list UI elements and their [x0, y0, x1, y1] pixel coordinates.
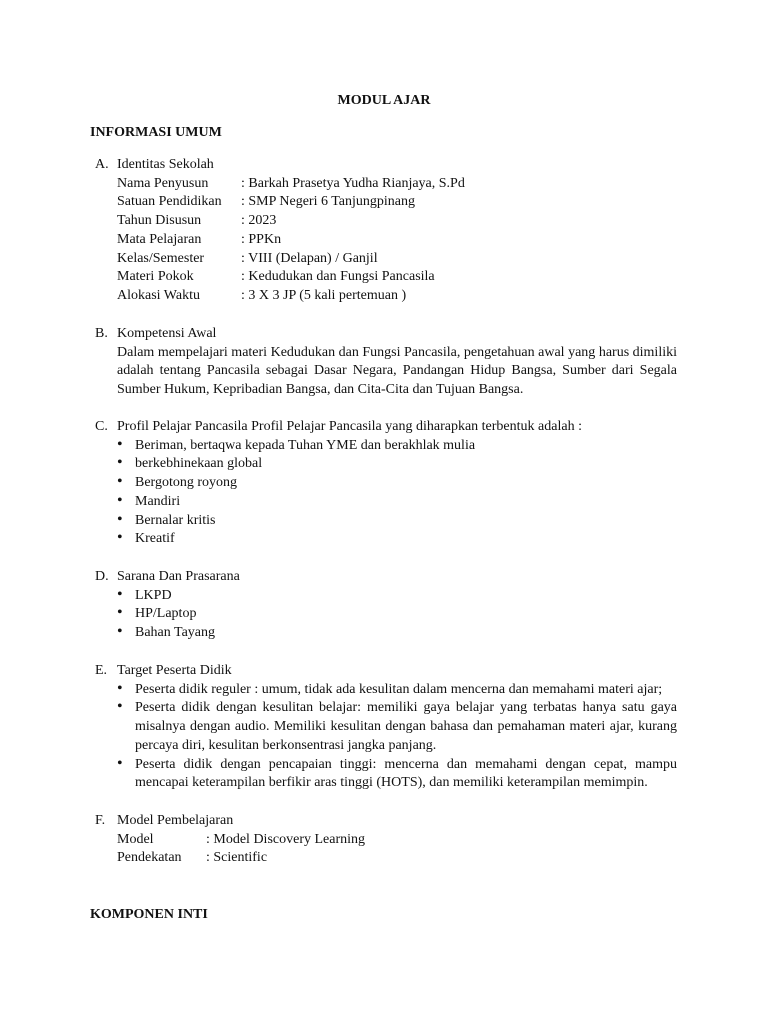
- section-letter: F.: [95, 813, 106, 828]
- inti-heading: KOMPONEN INTI: [90, 907, 208, 922]
- list-item: • Peserta didik dengan kesulitan belajar: memiliki gaya belajar yang terbatas hanya satu gaya misalnya dengan audio. Memiliki kesulitan dengan bahasa dan pemahaman materi ajar, kurang percaya diri, kesulitan berkonsentrasi jangka panjang.: [117, 699, 677, 755]
- row-value: : Kedudukan dan Fungsi Pancasila: [241, 269, 435, 285]
- section-identitas: [95, 156, 685, 306]
- row-label: Mata Pelajaran: [117, 231, 202, 247]
- list-item: • Kreatif: [117, 530, 677, 549]
- sarana-list: [117, 587, 677, 643]
- row-label: Model: [117, 831, 154, 847]
- section-sarana: [95, 568, 677, 643]
- row-value: : Model Discovery Learning: [206, 831, 366, 847]
- row-label: Satuan Pendidikan: [117, 194, 222, 210]
- section-model: [95, 812, 677, 868]
- section-title: Target Peserta Didik: [117, 663, 232, 678]
- section-letter: B.: [95, 326, 108, 341]
- table-row: [117, 212, 685, 231]
- table-row: [117, 175, 685, 194]
- list-item: • HP/Laptop: [117, 605, 677, 624]
- model-table: [117, 831, 677, 868]
- row-value: : SMP Negeri 6 Tanjungpinang: [241, 194, 416, 210]
- list-item: • Bernalar kritis: [117, 512, 677, 531]
- row-value: : VIII (Delapan) / Ganjil: [241, 250, 378, 266]
- section-title: Sarana Dan Prasarana: [117, 569, 240, 584]
- table-row: [117, 831, 677, 850]
- table-row: [117, 250, 685, 269]
- row-label: Materi Pokok: [117, 269, 194, 285]
- row-label: Kelas/Semester: [117, 250, 205, 266]
- section-letter: D.: [95, 569, 109, 584]
- list-item: • Bergotong royong: [117, 474, 677, 493]
- table-row: [117, 268, 685, 287]
- table-row: [117, 193, 685, 212]
- row-value: : Scientific: [206, 850, 268, 866]
- section-letter: E.: [95, 663, 108, 678]
- row-label: Alokasi Waktu: [117, 287, 200, 303]
- info-heading: INFORMASI UMUM: [90, 125, 222, 140]
- list-item: • Mandiri: [117, 493, 677, 512]
- row-value: : Barkah Prasetya Yudha Rianjaya, S.Pd: [241, 175, 465, 191]
- target-list: [117, 681, 677, 793]
- list-item: • berkebhinekaan global: [117, 455, 677, 474]
- table-row: [117, 287, 685, 306]
- list-item: • LKPD: [117, 587, 677, 606]
- section-letter: C.: [95, 419, 108, 434]
- section-kompetensi: [95, 325, 677, 400]
- table-row: [117, 849, 677, 868]
- list-item: • Beriman, bertaqwa kepada Tuhan YME dan berakhlak mulia: [117, 437, 677, 456]
- profil-list: [117, 437, 677, 549]
- section-title: Model Pembelajaran: [117, 813, 234, 828]
- section-title: Identitas Sekolah: [117, 157, 214, 172]
- row-value: : 2023: [241, 213, 277, 229]
- section-profil: [95, 418, 677, 549]
- row-label: Tahun Disusun: [117, 213, 202, 229]
- list-item: • Peserta didik reguler : umum, tidak ada kesulitan dalam mencerna dan memahami materi ajar;: [117, 681, 677, 700]
- list-item: • Bahan Tayang: [117, 624, 677, 643]
- section-title: Profil Pelajar Pancasila Profil Pelajar Pancasila yang diharapkan terbentuk adalah :: [117, 419, 582, 434]
- row-value: : 3 X 3 JP (5 kali pertemuan ): [241, 287, 407, 303]
- kompetensi-text: Dalam mempelajari materi Kedudukan dan Fungsi Pancasila, pengetahuan awal yang harus dimiliki adalah tentang Pancasila sebagai Dasar Negara, Pandangan Hidup Bangsa, Sumber dari Segala Sumber Hukum, Kepribadian Bangsa, dan Cita-Cita dan Tujuan Bangsa.: [117, 344, 677, 398]
- page-title: MODUL AJAR: [337, 93, 431, 108]
- list-item: • Peserta didik dengan pencapaian tinggi: mencerna dan memahami dengan cepat, mampu mencapai keterampilan berfikir aras tinggi (HOTS), dan memiliki keterampilan memimpin.: [117, 756, 677, 793]
- section-letter: A.: [95, 157, 109, 172]
- table-row: [117, 231, 685, 250]
- row-value: : PPKn: [241, 231, 282, 247]
- identity-table: [117, 175, 685, 306]
- row-label: Pendekatan: [117, 850, 182, 866]
- section-title: Kompetensi Awal: [117, 326, 217, 341]
- section-target: [95, 662, 677, 793]
- row-label: Nama Penyusun: [117, 175, 209, 191]
